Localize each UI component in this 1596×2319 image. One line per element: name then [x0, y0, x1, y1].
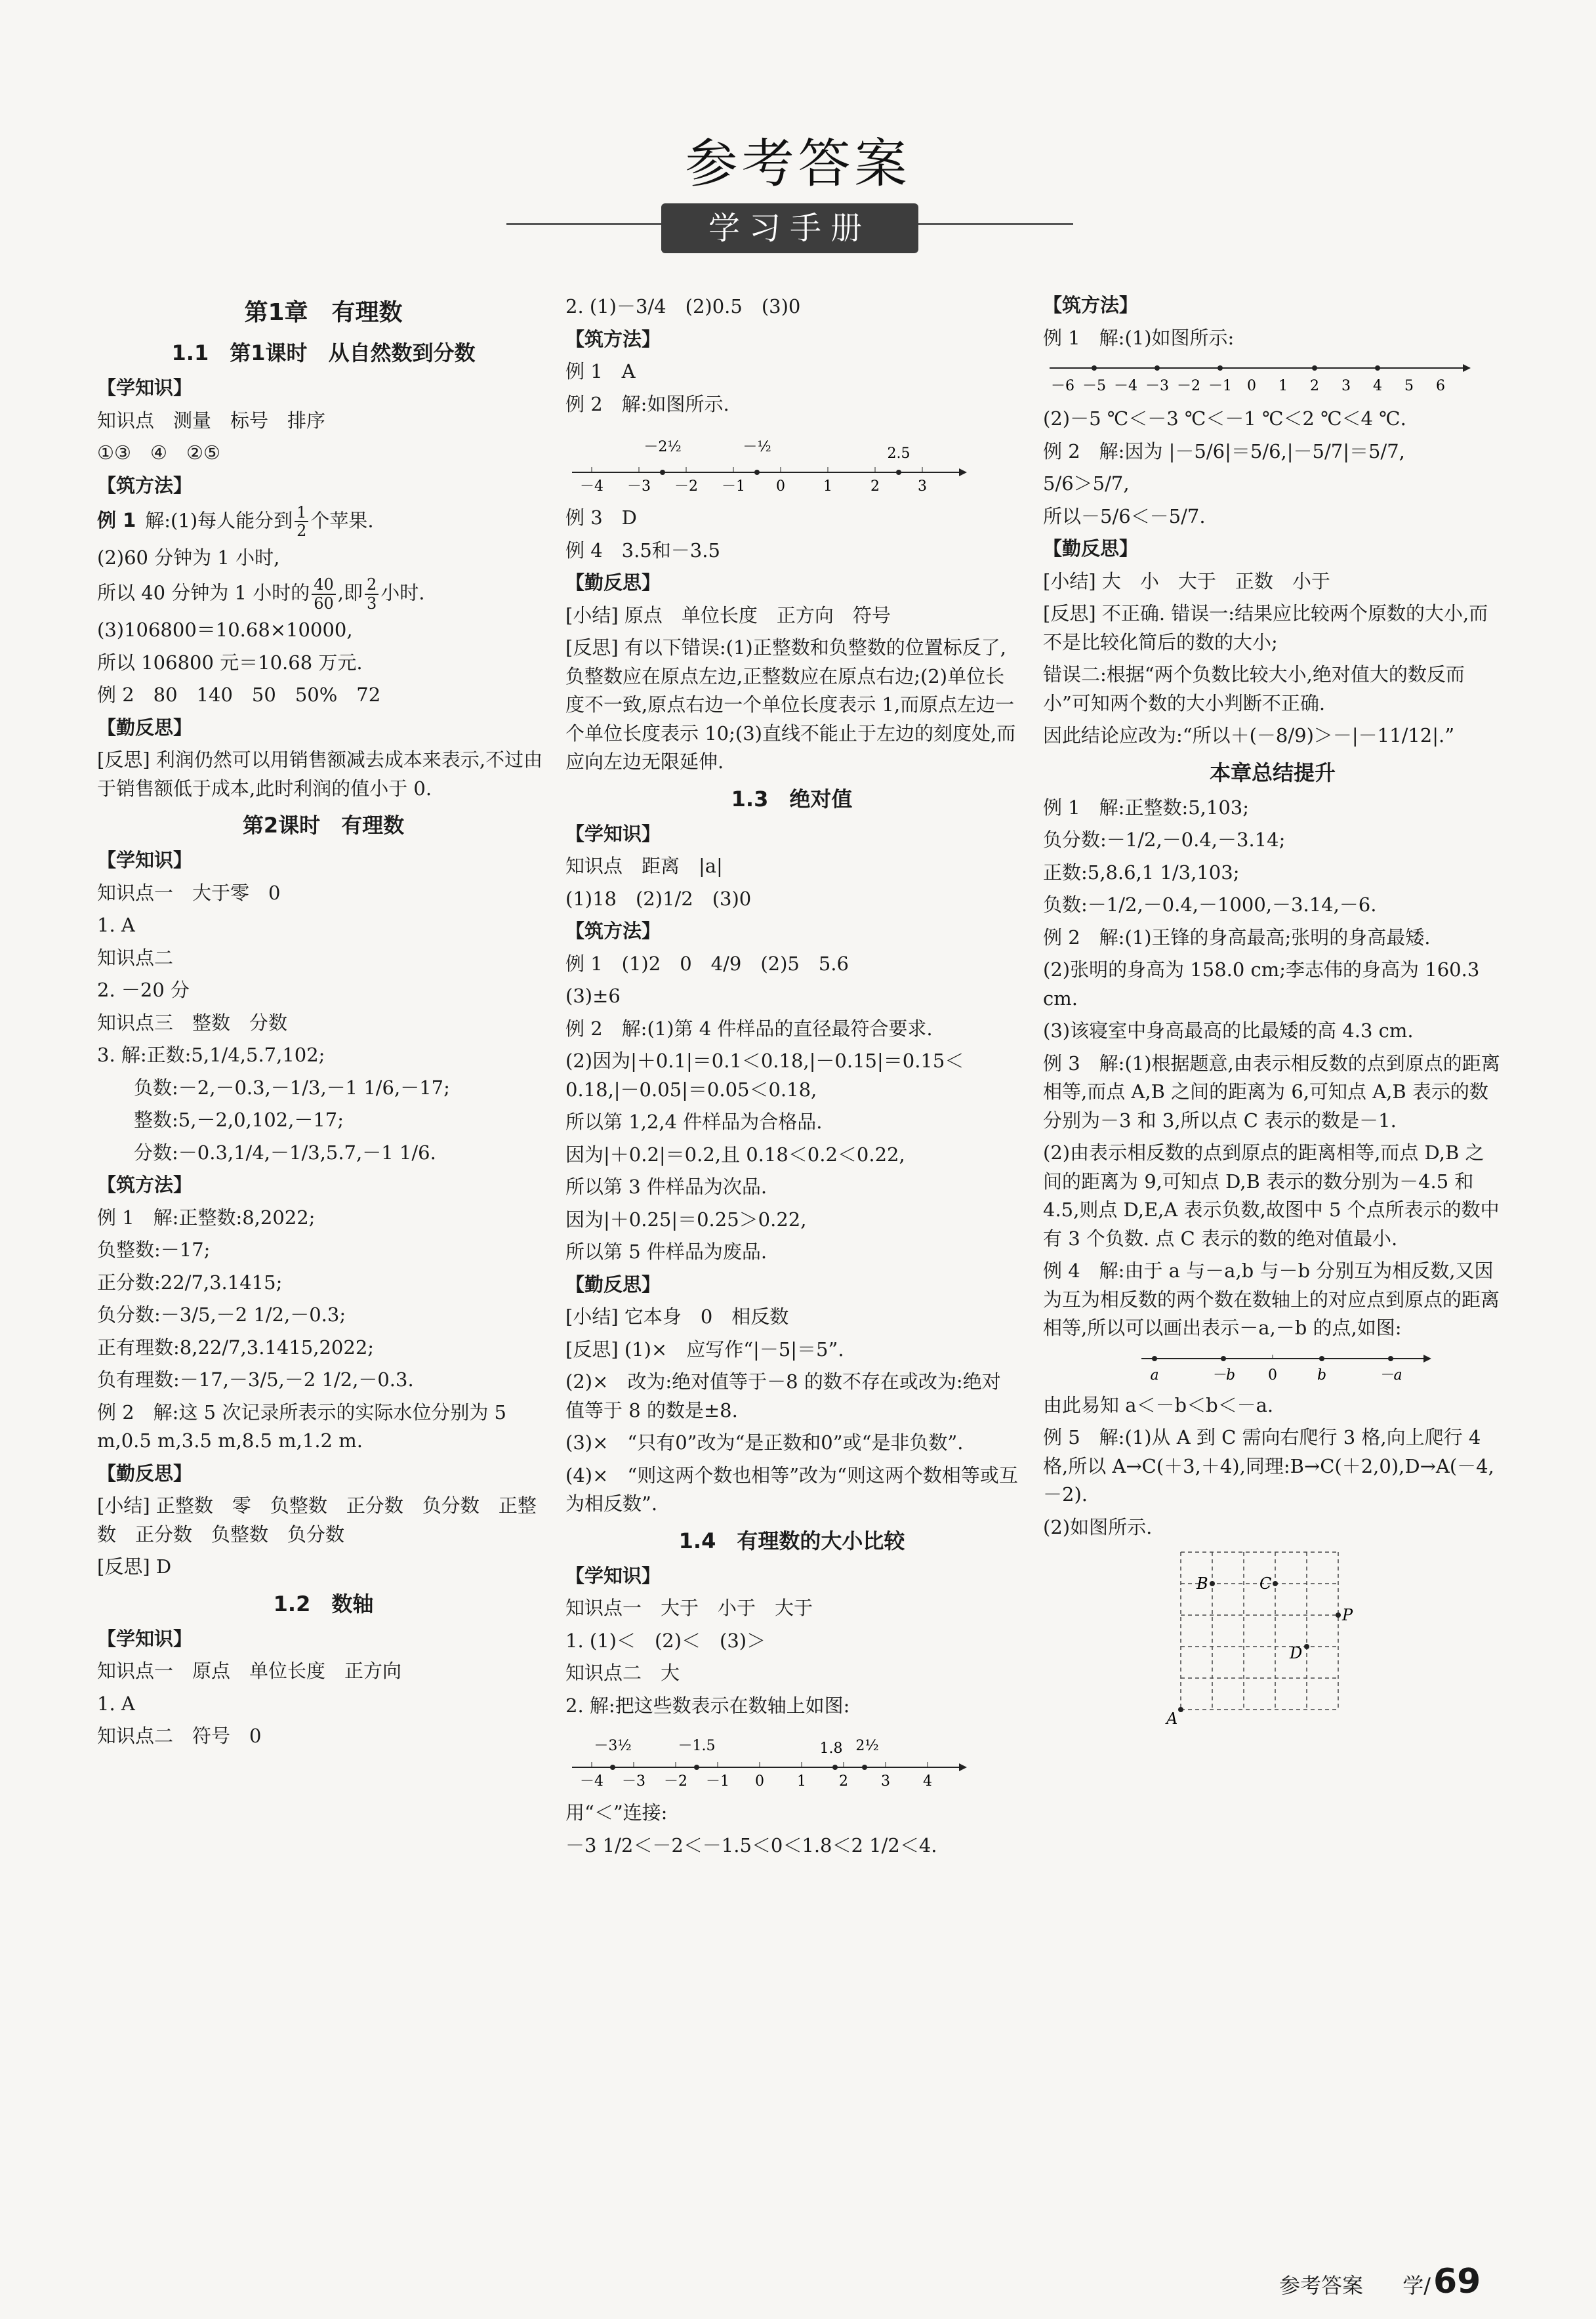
svg-text:4: 4: [923, 1773, 932, 1790]
svg-text:－5: －5: [1082, 378, 1106, 394]
answer-text: ,即: [337, 581, 363, 604]
answer-text: 解:(1)每人能分到: [145, 509, 293, 532]
page-number: 69: [1433, 2262, 1481, 2301]
svg-text:－1: －1: [706, 1773, 729, 1790]
section-label: 【勤反思】: [1043, 537, 1139, 560]
svg-text:－1: －1: [722, 478, 745, 495]
svg-text:A: A: [1166, 1710, 1178, 1728]
numerator: 40: [312, 576, 336, 594]
answer-line: 知识点二 符号 0: [97, 1725, 262, 1748]
svg-text:－3½: －3½: [594, 1738, 632, 1754]
answer-line: (2)－5 ℃＜－3 ℃＜－1 ℃＜2 ℃＜4 ℃.: [1043, 407, 1406, 430]
answer-text: 个苹果.: [310, 509, 374, 532]
answer-line: (3)±6: [565, 985, 621, 1007]
answer-line: 负分数:－1/2,－0.4,－3.14;: [1043, 829, 1286, 851]
answer-line: 知识点 距离 |a|: [565, 855, 723, 877]
lesson-heading: 1.1 第1课时 从自然数到分数: [171, 340, 476, 365]
svg-text:－2½: －2½: [644, 439, 682, 455]
fraction: [312, 576, 336, 612]
fraction: [365, 576, 379, 612]
temperature-number-line: [1043, 359, 1476, 398]
section-label: 【学知识】: [97, 849, 193, 872]
section-label: 【学知识】: [565, 1564, 661, 1587]
footer-label: 参考答案: [1279, 2273, 1364, 2298]
answer-line: 知识点三 整数 分数: [97, 1011, 288, 1034]
answer-line: [97, 576, 550, 612]
answer-line: 负数:－2,－0.3,－1/3,－1 1/6,－17;: [134, 1076, 450, 1099]
svg-text:1: 1: [823, 478, 832, 495]
column-3: [1043, 289, 1502, 1729]
answer-line: 例 2 解:这 5 次记录所表示的实际水位分别为 5 m,0.5 m,3.5 m,8.5 m,1.2 m.: [97, 1401, 513, 1452]
svg-text:0: 0: [1247, 378, 1256, 394]
lesson-heading: 本章总结提升: [1209, 760, 1336, 785]
lesson-heading: 第2课时 有理数: [242, 813, 405, 838]
number-line-figure: [565, 425, 972, 497]
answer-line: 例 5 解:(1)从 A 到 C 需向右爬行 3 格,向上爬行 4 格,所以 A→C(＋3,＋4),同理:B→C(＋2,0),D→A(－4,－2).: [1043, 1426, 1494, 1506]
svg-text:3: 3: [918, 478, 927, 495]
section-label: 【勤反思】: [565, 571, 661, 594]
answer-line: 所以－5/6＜－5/7.: [1043, 504, 1206, 527]
answer-line: (1)18 (2)1/2 (3)0: [565, 887, 752, 910]
answer-line: (2)张明的身高为 158.0 cm;李志伟的身高为 160.3 cm.: [1043, 958, 1486, 1010]
answer-line: 因为|＋0.2|＝0.2,且 0.18＜0.2＜0.22,: [565, 1143, 905, 1166]
svg-text:1: 1: [797, 1773, 806, 1790]
answer-line: 知识点一 原点 单位长度 正方向: [97, 1660, 402, 1683]
denominator: 3: [367, 594, 377, 613]
answer-line: 分数:－0.3,1/4,－1/3,5.7,－1 1/6.: [134, 1141, 436, 1164]
answer-line: 负有理数:－17,－3/5,－2 1/2,－0.3.: [97, 1368, 414, 1391]
svg-text:0: 0: [1268, 1366, 1277, 1384]
answer-line: 例 1 (1)2 0 4/9 (2)5 5.6: [565, 952, 849, 975]
answer-line: 例 4 3.5和－3.5: [565, 539, 720, 562]
answer-line: 正分数:22/7,3.1415;: [97, 1271, 283, 1294]
answer-line: 例 2 解:如图所示.: [565, 392, 729, 415]
svg-text:C: C: [1259, 1574, 1272, 1593]
answer-line: (3)106800＝10.68×10000,: [97, 619, 353, 642]
answer-line: 所以第 1,2,4 件样品为合格品.: [565, 1111, 823, 1133]
svg-text:－1: －1: [1208, 378, 1232, 394]
svg-text:－3: －3: [1145, 378, 1169, 394]
answer-line: 负整数:－17;: [97, 1239, 211, 1262]
svg-text:－a: －a: [1379, 1366, 1402, 1384]
answer-line: 负数:－1/2,－0.4,－1000,－3.14,－6.: [1043, 893, 1377, 916]
section-label: 【学知识】: [97, 377, 193, 399]
svg-text:a: a: [1150, 1366, 1159, 1384]
svg-text:－b: －b: [1211, 1366, 1236, 1384]
svg-text:P: P: [1342, 1606, 1353, 1624]
answer-line: 所以第 5 件样品为废品.: [565, 1241, 767, 1263]
answer-line: [反思] 有以下错误:(1)正整数和负整数的位置标反了,负整数应在原点左边,正整数应在原点右边;(2)单位长度不一致,原点右边一个单位长度表示 1,而原点左边一个单位长度表示 10;(3)直线不能止于左边的刻度处,而应向左边无限延伸.: [565, 636, 1016, 773]
svg-text:－2: －2: [664, 1773, 687, 1790]
svg-text:5: 5: [1404, 378, 1414, 394]
answer-line: 错误二:根据“两个负数比较大小,绝对值大的数反而小”可知两个数的大小判断不正确.: [1043, 663, 1465, 714]
svg-text:0: 0: [755, 1773, 764, 1790]
answer-line: (3)该寝室中身高最高的比最矮的高 4.3 cm.: [1043, 1019, 1414, 1042]
answer-line: 例 1 解:(1)如图所示:: [1043, 326, 1235, 349]
answer-line: 知识点二: [97, 946, 174, 969]
lesson-heading: 1.2 数轴: [273, 1591, 374, 1616]
answer-line: [小结] 原点 单位长度 正方向 符号: [565, 604, 891, 626]
answer-line: [小结] 正整数 零 负整数 正分数 负分数 正整数 正分数 负整数 负分数: [97, 1494, 537, 1546]
opposites-number-line: [1043, 1349, 1476, 1385]
answer-line: 因此结论应改为:“所以＋(－8/9)＞－|－11/12|.”: [1043, 724, 1455, 747]
answer-line: [反思] (1)× 应写作“|－5|＝5”.: [565, 1338, 844, 1361]
answer-line: [小结] 它本身 0 相反数: [565, 1305, 789, 1328]
answer-line: (2)60 分钟为 1 小时,: [97, 546, 280, 569]
svg-text:2: 2: [870, 478, 880, 495]
answer-line: 因为|＋0.25|＝0.25＞0.22,: [565, 1208, 807, 1231]
section-label: 【学知识】: [97, 1627, 193, 1650]
answer-line: (2)因为|＋0.1|＝0.1＜0.18,|－0.15|＝0.15＜0.18,|－0.05|＝0.05＜0.18,: [565, 1050, 964, 1101]
answer-line: 由此易知 a＜－b＜b＜－a.: [1043, 1393, 1274, 1416]
section-label: 【筑方法】: [565, 920, 661, 942]
answer-line: (2)× 改为:绝对值等于－8 的数不存在或改为:绝对值等于 8 的数是±8.: [565, 1370, 1001, 1422]
answer-line: ①③ ④ ②⑤: [97, 441, 220, 464]
answer-line: 例 2 解:因为 |－5/6|＝5/6,|－5/7|＝5/7,: [1043, 440, 1405, 462]
answer-line: (2)由表示相反数的点到原点的距离相等,而点 D,B 之间的距离为 9,可知点 D,B 表示的数分别为－4.5 和 4.5,则点 D,E,A 表示负数,故图中 5 个点所表示的数中有 3 个负数. 点 C 表示的数的绝对值最小.: [1043, 1141, 1500, 1250]
svg-text:－4: －4: [580, 478, 604, 495]
answer-line: 1. (1)＜ (2)＜ (3)＞: [565, 1629, 766, 1652]
answer-line: 例 2 解:(1)第 4 件样品的直径最符合要求.: [565, 1017, 933, 1040]
answer-line: 所以 106800 元＝10.68 万元.: [97, 651, 363, 674]
answer-line: 知识点一 大于零 0: [97, 881, 281, 904]
svg-text:－4: －4: [580, 1773, 604, 1790]
section-label: 【学知识】: [565, 822, 661, 845]
svg-text:b: b: [1317, 1366, 1327, 1384]
section-label: 【筑方法】: [1043, 294, 1139, 316]
section-label: 【勤反思】: [97, 1462, 193, 1485]
lesson-heading: 1.3 绝对值: [731, 786, 853, 811]
svg-text:3: 3: [881, 1773, 890, 1790]
example-label: 例 1: [97, 509, 136, 532]
numerator: 1: [295, 504, 308, 522]
answer-line: 正有理数:8,22/7,3.1415,2022;: [97, 1336, 375, 1359]
chapter-heading: 第1章 有理数: [244, 299, 403, 326]
answer-line: (2)如图所示.: [1043, 1515, 1153, 1538]
page-footer: [1279, 2262, 1481, 2301]
section-label: 【筑方法】: [97, 1174, 193, 1197]
answer-line: [反思] 利润仍然可以用销售额减去成本来表示,不过由于销售额低于成本,此时利润的值小于 0.: [97, 749, 543, 800]
column-1: [97, 289, 550, 1755]
answer-line: [97, 504, 550, 540]
answer-line: 负分数:－3/5,－2 1/2,－0.3;: [97, 1303, 346, 1326]
svg-text:B: B: [1197, 1574, 1208, 1593]
answer-line: 3. 解:正数:5,1/4,5.7,102;: [97, 1044, 325, 1067]
answer-line: [小结] 大 小 大于 正数 小于: [1043, 569, 1330, 592]
answer-line: (4)× “则这两个数也相等”改为“则这两个数相等或互为相反数”.: [565, 1464, 1018, 1515]
svg-text:－4: －4: [1114, 378, 1137, 394]
column-2: [565, 289, 1018, 1864]
svg-text:3: 3: [1341, 378, 1351, 394]
answer-line: [反思] D: [97, 1555, 172, 1578]
grid-figure: [1168, 1546, 1364, 1729]
answer-line: 知识点 测量 标号 排序: [97, 409, 326, 432]
answer-line: 2. (1)－3/4 (2)0.5 (3)0: [565, 295, 801, 318]
answer-line: 例 3 解:(1)根据题意,由表示相反数的点到原点的距离相等,而点 A,B 之间的距离为 6,可知点 A,B 表示的数分别为－3 和 3,所以点 C 表示的数是－1.: [1043, 1052, 1500, 1132]
section-label: 【勤反思】: [97, 716, 193, 739]
numerator: 2: [365, 576, 379, 594]
fraction: [295, 504, 308, 540]
answer-line: [反思] 不正确. 错误一:结果应比较两个原数的大小,而不是比较化简后的数的大小;: [1043, 602, 1488, 653]
section-label: 【勤反思】: [565, 1273, 661, 1296]
answer-line: 所以第 3 件样品为次品.: [565, 1176, 767, 1198]
svg-text:－2: －2: [674, 478, 698, 495]
svg-text:2: 2: [839, 1773, 848, 1790]
answer-line: 2. －20 分: [97, 979, 190, 1002]
answer-line: 2. 解:把这些数表示在数轴上如图:: [565, 1694, 850, 1717]
svg-text:0: 0: [776, 478, 785, 495]
answer-line: 5/6＞5/7,: [1043, 472, 1130, 495]
svg-text:－½: －½: [743, 439, 771, 455]
lesson-heading: 1.4 有理数的大小比较: [678, 1528, 905, 1553]
svg-text:－1.5: －1.5: [678, 1738, 716, 1754]
section-label: 【筑方法】: [565, 327, 661, 350]
svg-text:－3: －3: [627, 478, 651, 495]
svg-text:D: D: [1290, 1644, 1303, 1662]
svg-text:4: 4: [1373, 378, 1382, 394]
svg-text:2½: 2½: [855, 1738, 879, 1754]
answer-text: 所以 40 分钟为 1 小时的: [97, 581, 310, 604]
answer-line: －3 1/2＜－2＜－1.5＜0＜1.8＜2 1/2＜4.: [565, 1834, 937, 1857]
denominator: 2: [297, 522, 307, 541]
answer-line: 1. A: [97, 1692, 135, 1715]
answer-line: 例 1 解:正整数:5,103;: [1043, 796, 1250, 819]
answer-line: 例 3 D: [565, 506, 637, 529]
answer-line: 用“＜”连接:: [565, 1801, 668, 1824]
answer-line: 知识点二 大: [565, 1662, 680, 1684]
number-line-figure-2: [565, 1727, 972, 1792]
answer-line: 1. A: [97, 914, 135, 937]
section-tab: 学习手册: [661, 203, 918, 253]
footer-book: 学/: [1402, 2273, 1431, 2298]
answer-line: (3)× “只有0”改为“是正数和0”或“是非负数”.: [565, 1431, 964, 1454]
answer-line: 例 1 解:正整数:8,2022;: [97, 1206, 316, 1229]
svg-text:2.5: 2.5: [887, 445, 911, 462]
svg-text:－6: －6: [1051, 378, 1074, 394]
svg-text:6: 6: [1436, 378, 1445, 394]
answer-line: 例 4 解:由于 a 与－a,b 与－b 分别互为相反数,又因为互为相反数的两个数在数轴上的对应点到原点的距离相等,所以可以画出表示－a,－b 的点,如图:: [1043, 1260, 1500, 1339]
answer-line: 例 2 解:(1)王锋的身高最高;张明的身高最矮.: [1043, 926, 1431, 949]
answer-line: 整数:5,－2,0,102,－17;: [134, 1109, 344, 1132]
denominator: 60: [314, 594, 334, 613]
svg-text:1.8: 1.8: [819, 1740, 843, 1757]
svg-text:1: 1: [1279, 378, 1288, 394]
svg-text:2: 2: [1310, 378, 1319, 394]
svg-text:－2: －2: [1177, 378, 1200, 394]
svg-text:－3: －3: [622, 1773, 645, 1790]
section-label: 【筑方法】: [97, 474, 193, 497]
answer-line: 知识点一 大于 小于 大于: [565, 1597, 813, 1619]
answer-line: 例 1 A: [565, 360, 636, 382]
page-title: 参考答案: [685, 133, 911, 194]
answer-text: 小时.: [380, 581, 425, 604]
answer-line: 正数:5,8.6,1 1/3,103;: [1043, 861, 1240, 884]
answer-line: 例 2 80 140 50 50% 72: [97, 684, 381, 707]
